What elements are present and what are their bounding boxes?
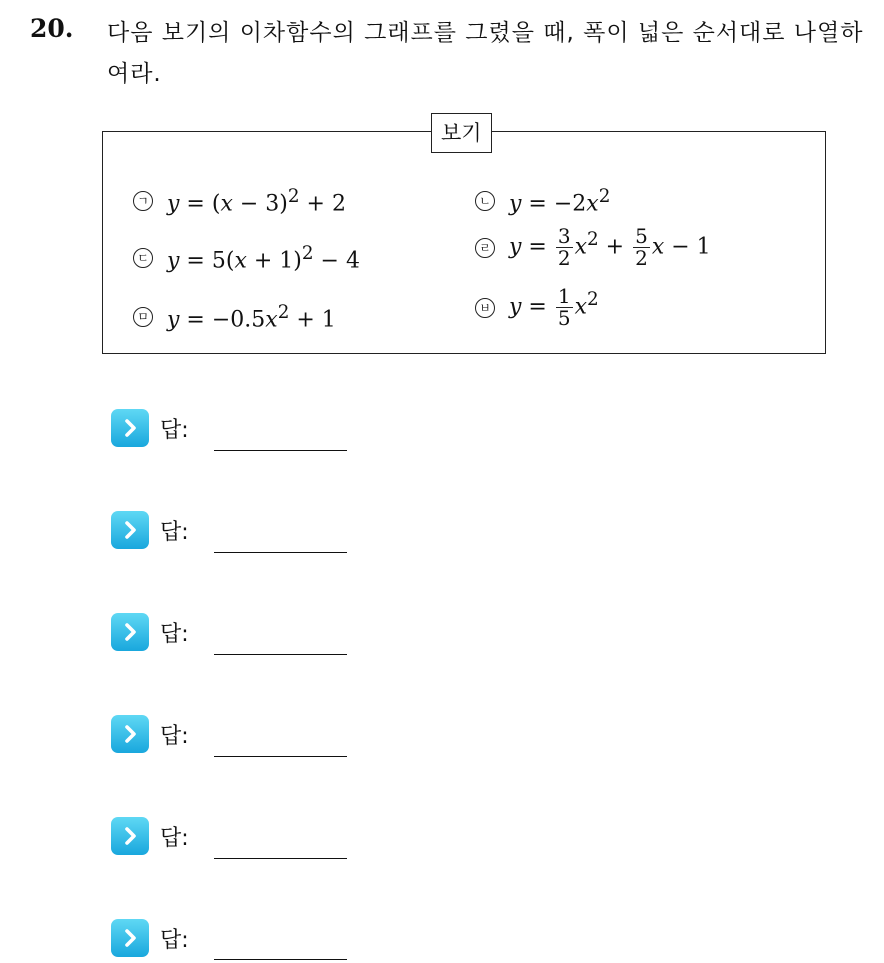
answer-row — [111, 511, 189, 549]
option-expression: $y = -2x^2$ — [509, 186, 611, 217]
answer-label: 답: — [160, 621, 189, 647]
option-1 — [133, 186, 346, 216]
option-mark: ㄱ — [133, 191, 153, 211]
answer-label: 답: — [160, 519, 189, 545]
answer-label: 답: — [160, 927, 189, 953]
option-expression: $y = (x - 3)^2 + 2$ — [167, 186, 346, 217]
chevron-right-icon — [111, 613, 149, 651]
option-mark: ㄴ — [475, 191, 495, 211]
option-mark: ㅁ — [133, 307, 153, 327]
option-expression: $y = 5(x + 1)^2 - 4$ — [167, 243, 360, 274]
answer-row — [111, 409, 189, 447]
example-box-title: 보기 — [431, 113, 492, 153]
chevron-right-icon — [111, 817, 149, 855]
option-mark: ㅂ — [475, 298, 495, 318]
answer-row — [111, 613, 189, 651]
chevron-right-icon — [111, 715, 149, 753]
question-text: 다음 보기의 이차함수의 그래프를 그렸을 때, 폭이 넓은 순서대로 나열하여라. — [107, 20, 864, 87]
chevron-right-icon — [111, 409, 149, 447]
answer-blank[interactable] — [214, 959, 347, 960]
answer-row — [111, 919, 189, 957]
answer-row — [111, 715, 189, 753]
chevron-right-icon — [111, 919, 149, 957]
option-expression: $y = -0.5x^2 + 1$ — [167, 302, 336, 333]
option-5 — [133, 302, 336, 332]
answer-blank[interactable] — [214, 654, 347, 655]
option-6 — [475, 286, 599, 329]
answer-row — [111, 817, 189, 855]
option-mark: ㄹ — [475, 238, 495, 258]
option-3 — [133, 243, 360, 273]
answer-label: 답: — [160, 417, 189, 443]
answer-label: 답: — [160, 825, 189, 851]
answer-label: 답: — [160, 723, 189, 749]
option-4 — [475, 226, 711, 269]
question-number: 20. — [30, 14, 74, 43]
answer-blank[interactable] — [214, 756, 347, 757]
answer-blank[interactable] — [214, 552, 347, 553]
option-mark: ㄷ — [133, 248, 153, 268]
answer-blank[interactable] — [214, 858, 347, 859]
option-expression: y = $\frac{3}{2}$ $x^2$ + $\frac{5}{2}$ x − 1 — [509, 224, 711, 270]
option-expression: y = $\frac{1}{5}$ $x^2$ — [509, 284, 599, 330]
chevron-right-icon — [111, 511, 149, 549]
answer-blank[interactable] — [214, 450, 347, 451]
option-2 — [475, 186, 610, 216]
